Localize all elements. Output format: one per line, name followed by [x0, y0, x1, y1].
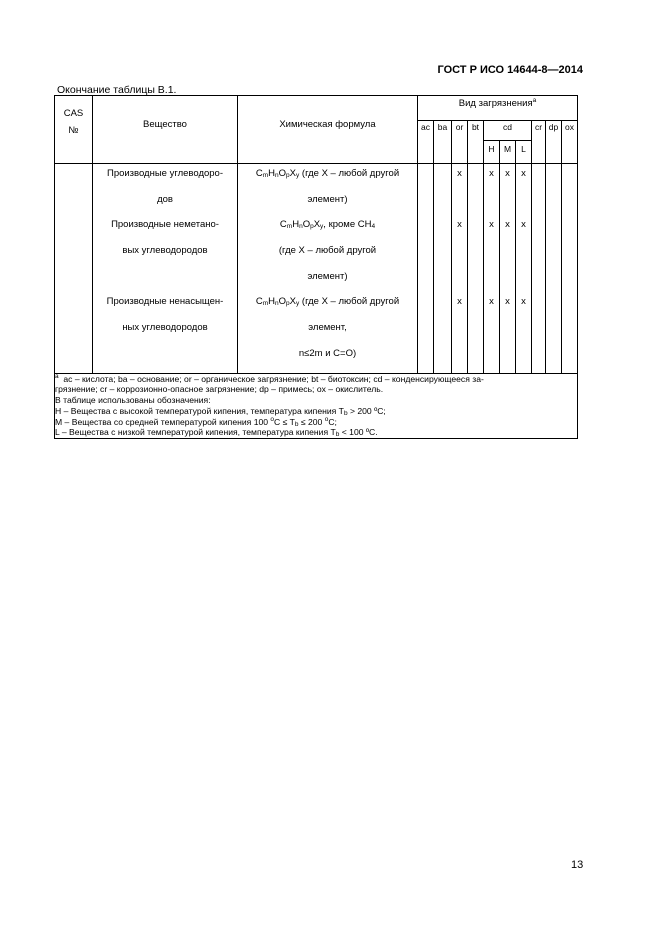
cd-h-mark-1: x: [489, 168, 494, 179]
header-cd-m: M: [500, 141, 516, 164]
header-contamination-note: a: [532, 97, 537, 104]
header-ba: ba: [434, 121, 452, 164]
header-cas-label: CAS: [63, 108, 84, 119]
cd-m-mark-3: x: [505, 296, 510, 308]
footnote-legend-1: ac – кислота; ba – основание; or – органическое загрязнение; bt – биотоксин; cd – конденсирующееся за-: [63, 373, 484, 384]
substance-1-line2: дов: [157, 193, 173, 205]
header-ox: ox: [562, 121, 578, 164]
footnote-mark: a: [55, 372, 59, 380]
substance-2-line1: Производные неметано-: [111, 219, 219, 231]
cd-l-mark-2: x: [521, 219, 526, 231]
formula-1-line2: элемент): [307, 193, 348, 205]
formula-3-line1: $C_mH_nO_pX_y$ (где X – любой другой: [255, 296, 400, 308]
formula-3-line3: n≤2m и C=O): [298, 347, 357, 359]
header-cas-no: №: [68, 125, 79, 136]
formula-3-line2: элемент,: [308, 322, 347, 334]
cr-cell: [532, 164, 546, 374]
header-cd-h: H: [484, 141, 500, 164]
header-bt: bt: [468, 121, 484, 164]
contamination-table: [54, 95, 578, 439]
footnote-cell: [55, 373, 578, 439]
header-substance: [93, 96, 238, 164]
ac-cell: [418, 164, 434, 374]
cd-m-cell: [500, 164, 516, 374]
header-substance-label: Вещество: [143, 119, 187, 130]
header-contamination-label: Вид загрязнения: [458, 98, 533, 109]
formula-1-line1: $C_mH_nO_pX_y$ (где X – любой другой: [255, 168, 400, 179]
header-cr: cr: [532, 121, 546, 164]
footnote-line-3: В таблице использованы обозначения:: [55, 395, 211, 406]
header-cas: [55, 96, 93, 164]
header-contamination: [418, 96, 578, 121]
substance-3-line1: Производные ненасыщен-: [106, 296, 224, 308]
or-mark-3: x: [457, 296, 462, 308]
or-cell: [452, 164, 468, 374]
formula-2-line2: (где X – любой другой: [278, 245, 377, 257]
cd-m-mark-1: x: [505, 168, 510, 179]
footnote-row: [55, 373, 578, 439]
header-formula: [238, 96, 418, 164]
footnote-m: M – Вещества со средней температурой кипения 100 $^oC \le T_b \le 200$ $^o$C;: [55, 415, 337, 428]
footnote-line-1: [55, 374, 577, 385]
cd-l-cell: [516, 164, 532, 374]
header-ac: ac: [418, 121, 434, 164]
page-number: 13: [571, 859, 584, 871]
table-body-row: [55, 164, 578, 374]
header-cd: cd: [484, 121, 532, 141]
cd-l-mark-3: x: [521, 296, 526, 308]
bt-cell: [468, 164, 484, 374]
cd-l-mark-1: x: [521, 168, 526, 179]
dp-cell: [546, 164, 562, 374]
table-caption: Окончание таблицы В.1.: [57, 84, 177, 96]
cas-cell: [55, 164, 93, 374]
footnote-line-2: грязнение; cr – коррозионно-опасное загрязнение; dp – примесь; ox – окислитель.: [55, 384, 384, 395]
document-header: ГОСТ Р ИСО 14644-8—2014: [437, 64, 583, 76]
header-contamination-text: [418, 96, 577, 109]
cd-m-mark-2: x: [505, 219, 510, 231]
footnote-l: L – Вещества с низкой температурой кипения, температура кипения $T_b < 100$ ºC.: [55, 427, 378, 439]
header-or: or: [452, 121, 468, 164]
or-mark-1: x: [457, 168, 462, 179]
cd-h-mark-3: x: [489, 296, 494, 308]
header-cd-l: L: [516, 141, 532, 164]
formula-cell: [238, 164, 418, 374]
header-formula-label: Химическая формула: [279, 119, 376, 130]
footnote-h: H – Вещества с высокой температурой кипения, температура кипения $T_b > 200$ ºC;: [55, 405, 386, 417]
substance-3-line2: ных углеводородов: [122, 322, 208, 334]
ba-cell: [434, 164, 452, 374]
ox-cell: [562, 164, 578, 374]
formula-2-line1: $C_mH_nO_pX_y$, кроме $CH_4$: [279, 219, 376, 231]
formula-2-line3: элемент): [307, 270, 348, 282]
or-mark-2: x: [457, 219, 462, 231]
cd-h-cell: [484, 164, 500, 374]
substance-1-line1: Производные углеводоро-: [106, 168, 224, 179]
header-dp: dp: [546, 121, 562, 164]
substance-cell: [93, 164, 238, 374]
cd-h-mark-2: x: [489, 219, 494, 231]
substance-2-line2: вых углеводородов: [122, 245, 208, 257]
